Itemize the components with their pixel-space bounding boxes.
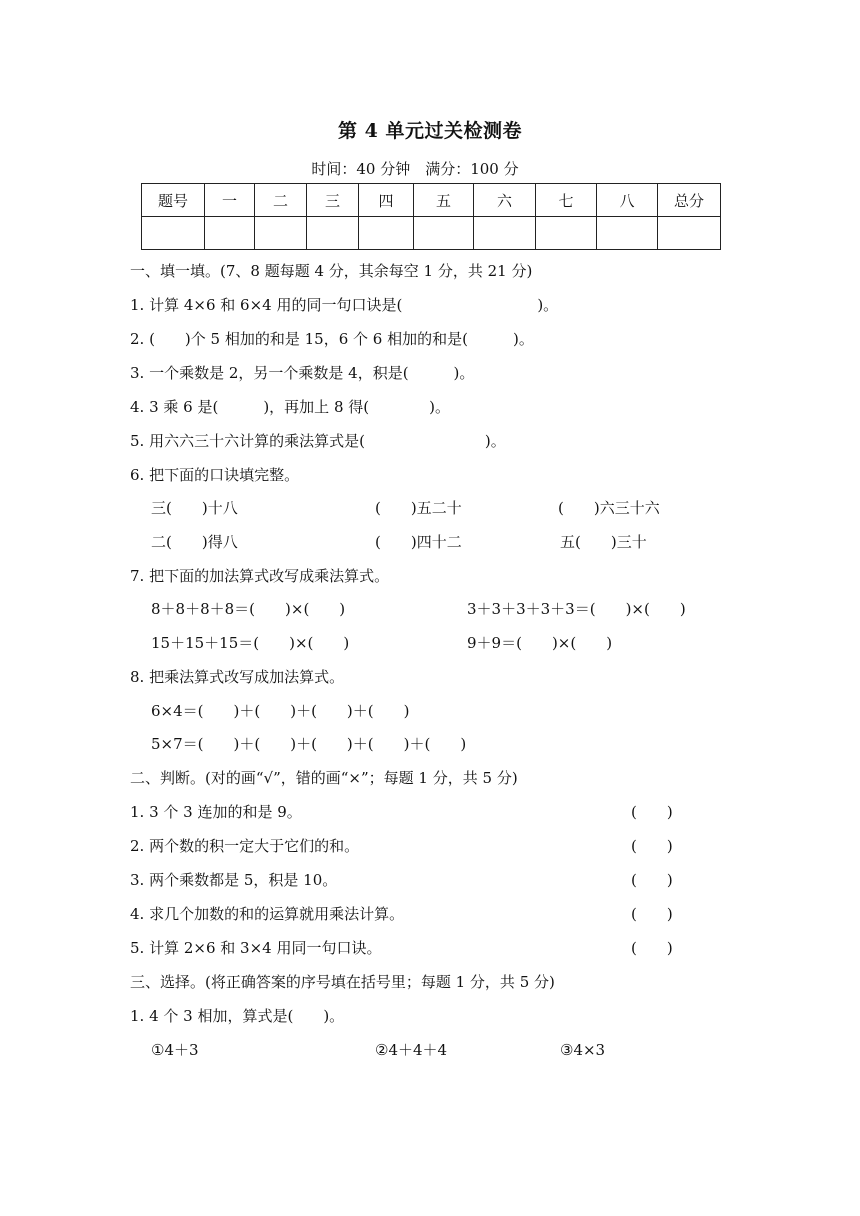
q8-item: 6×4＝( )＋( )＋( )＋( ) — [151, 702, 410, 720]
question-1-7: 7. 把下面的加法算式改写成乘法算式。 — [130, 567, 390, 585]
q6-item: 二( )得八 — [151, 533, 238, 551]
score-header-cell: 七 — [536, 184, 597, 217]
score-blank-cell[interactable] — [205, 217, 255, 250]
question-1-4: 4. 3 乘 6 是( )，再加上 8 得( )。 — [130, 398, 450, 416]
score-blank-cell[interactable] — [474, 217, 536, 250]
judge-answer-blank[interactable]: ( ) — [631, 939, 673, 957]
judge-item: 3. 两个乘数都是 5，积是 10。 — [130, 871, 338, 889]
score-blank-cell[interactable] — [658, 217, 721, 250]
score-header-cell: 一 — [205, 184, 255, 217]
judge-item: 1. 3 个 3 连加的和是 9。 — [130, 803, 302, 821]
q6-item: ( )六三十六 — [558, 499, 660, 517]
section2-heading: 二、判断。(对的画“√”，错的画“×”；每题 1 分，共 5 分) — [130, 769, 518, 787]
q7-item: 9＋9＝( )×( ) — [467, 634, 613, 652]
judge-answer-blank[interactable]: ( ) — [631, 803, 673, 821]
score-table — [141, 183, 721, 250]
section3-heading: 三、选择。(将正确答案的序号填在括号里；每题 1 分，共 5 分) — [130, 973, 555, 991]
judge-answer-blank[interactable]: ( ) — [631, 837, 673, 855]
score-blank-cell[interactable] — [414, 217, 474, 250]
judge-item: 4. 求几个加数的和的运算就用乘法计算。 — [130, 905, 405, 923]
score-header-cell: 三 — [307, 184, 359, 217]
choice-option: ②4＋4＋4 — [375, 1041, 448, 1059]
score-header-cell: 总分 — [658, 184, 721, 217]
q8-item: 5×7＝( )＋( )＋( )＋( )＋( ) — [151, 735, 467, 753]
page-subtitle: 时间：40 分钟 满分：100 分 — [311, 160, 519, 178]
score-blank-cell[interactable] — [359, 217, 414, 250]
score-header-cell: 五 — [414, 184, 474, 217]
question-1-3: 3. 一个乘数是 2，另一个乘数是 4，积是( )。 — [130, 364, 475, 382]
q6-item: ( )五二十 — [375, 499, 462, 517]
score-table-blank-row — [142, 217, 721, 250]
score-blank-cell[interactable] — [536, 217, 597, 250]
q7-item: 15＋15＋15＝( )×( ) — [151, 634, 350, 652]
question-1-2: 2. ( )个 5 相加的和是 15，6 个 6 相加的和是( )。 — [130, 330, 534, 348]
question-1-8: 8. 把乘法算式改写成加法算式。 — [130, 668, 345, 686]
score-blank-cell[interactable] — [142, 217, 205, 250]
score-blank-cell[interactable] — [597, 217, 658, 250]
score-header-cell: 八 — [597, 184, 658, 217]
judge-item: 5. 计算 2×6 和 3×4 用同一句口诀。 — [130, 939, 382, 957]
q6-item: 三( )十八 — [151, 499, 238, 517]
score-header-cell: 四 — [359, 184, 414, 217]
score-blank-cell[interactable] — [307, 217, 359, 250]
choice-option: ①4＋3 — [151, 1041, 199, 1059]
q6-item: ( )四十二 — [375, 533, 462, 551]
score-table-header-row — [142, 184, 721, 217]
page-title: 第 4 单元过关检测卷 — [338, 120, 522, 142]
question-3-1: 1. 4 个 3 相加，算式是( )。 — [130, 1007, 345, 1025]
score-header-cell: 二 — [255, 184, 307, 217]
q7-item: 3＋3＋3＋3＋3＝( )×( ) — [467, 600, 686, 618]
question-1-6: 6. 把下面的口诀填完整。 — [130, 466, 300, 484]
q6-item: 五( )三十 — [560, 533, 647, 551]
score-blank-cell[interactable] — [255, 217, 307, 250]
section1-heading: 一、填一填。(7、8 题每题 4 分，其余每空 1 分，共 21 分) — [130, 262, 533, 280]
score-header-cell: 题号 — [142, 184, 205, 217]
question-1-5: 5. 用六六三十六计算的乘法算式是( )。 — [130, 432, 506, 450]
judge-answer-blank[interactable]: ( ) — [631, 905, 673, 923]
choice-option: ③4×3 — [560, 1041, 606, 1059]
question-1-1: 1. 计算 4×6 和 6×4 用的同一句口诀是( )。 — [130, 296, 559, 314]
judge-answer-blank[interactable]: ( ) — [631, 871, 673, 889]
judge-item: 2. 两个数的积一定大于它们的和。 — [130, 837, 360, 855]
score-header-cell: 六 — [474, 184, 536, 217]
q7-item: 8＋8＋8＋8＝( )×( ) — [151, 600, 346, 618]
